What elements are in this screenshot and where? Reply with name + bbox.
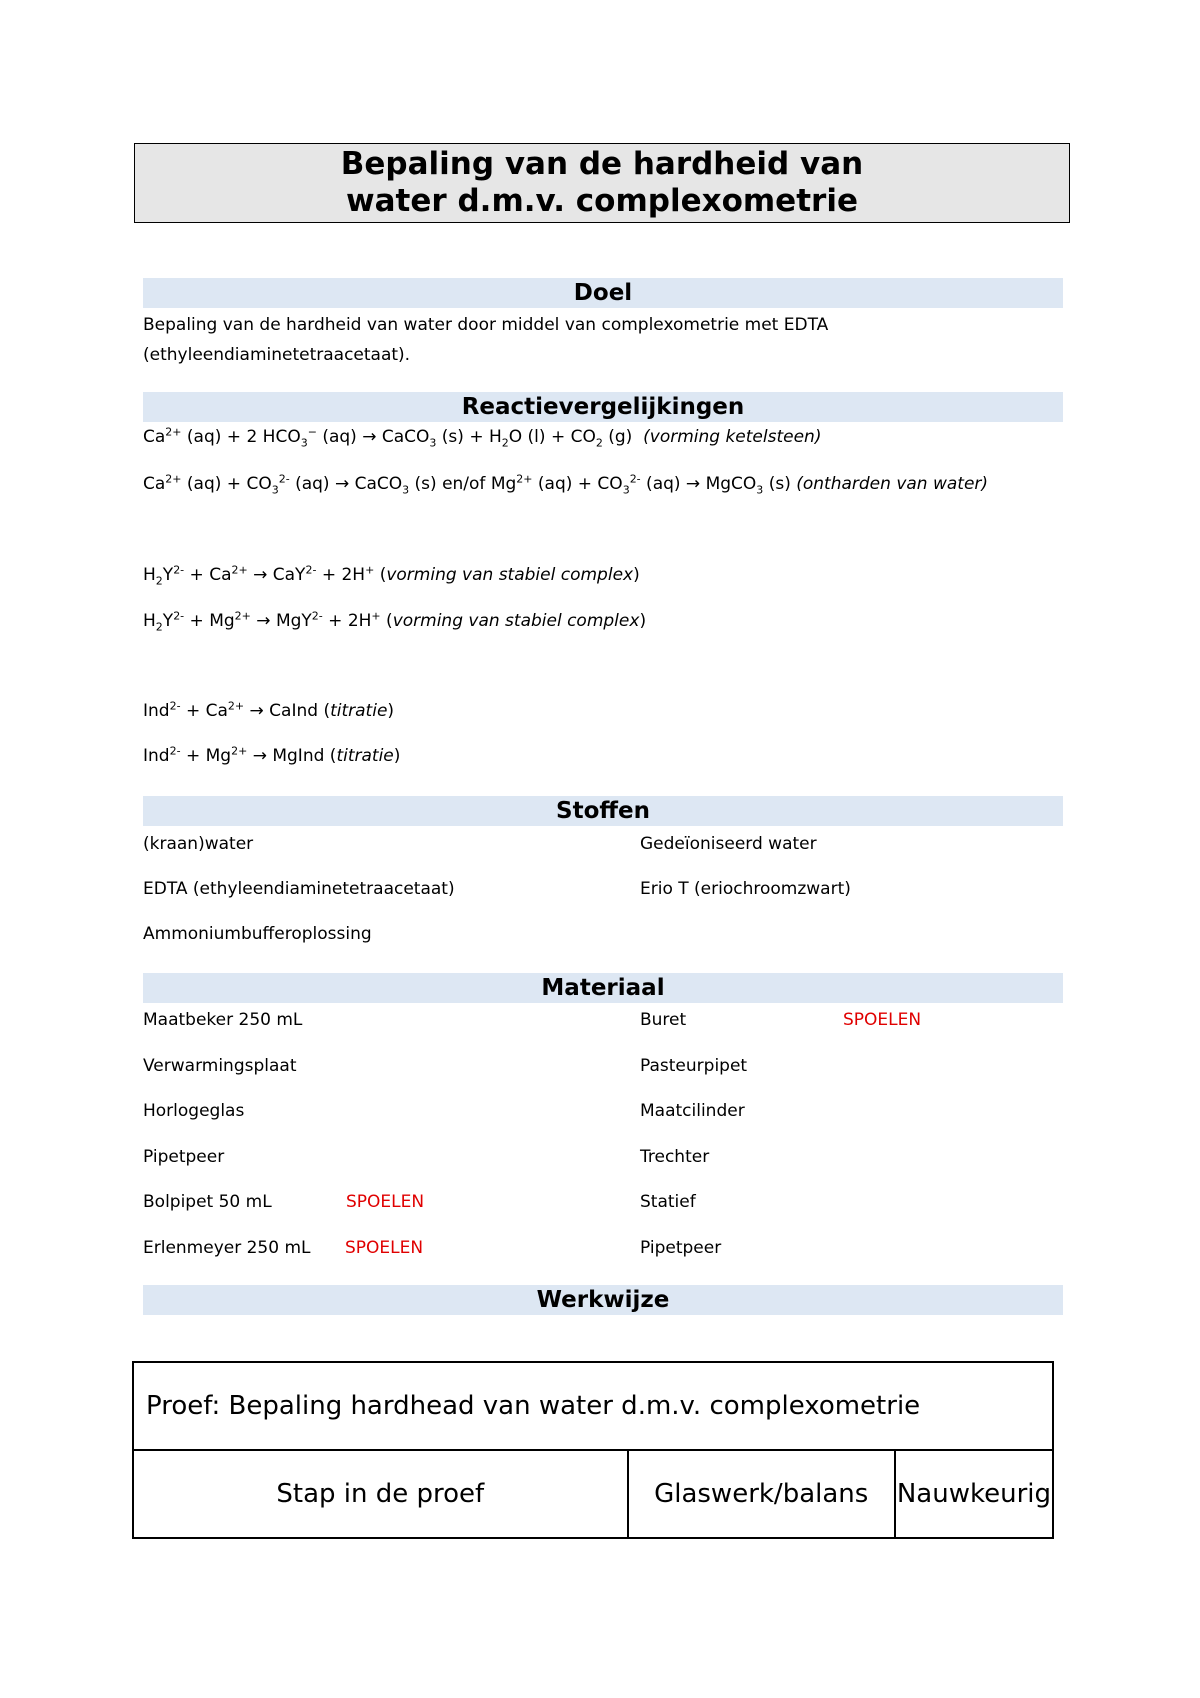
- column-header-glaswerk: Glaswerk/balans: [628, 1450, 895, 1538]
- stof-item: (kraan)water: [143, 834, 254, 854]
- column-header-stap: Stap in de proef: [133, 1450, 628, 1538]
- section-header-materiaal: [143, 973, 1063, 1003]
- reaction-6: $Ind^{2-} + Mg^{2+}$ → MgInd (titratie): [143, 744, 401, 766]
- section-title: Materiaal: [541, 975, 665, 1001]
- materiaal-item: Buret: [640, 1010, 687, 1030]
- reaction-note: titratie: [336, 746, 394, 766]
- reaction-1: $Ca^{2+}$ (aq) + 2 $HCO_3^-$ (aq) → CaCO$_3$ $(s) + H_2O$ $(l) + CO_2$ (g) (vorming ketelsteen): [143, 425, 822, 450]
- reaction-3: $H_2Y^{2-} + Ca^{2+} \to CaY^{2-} + 2H^+$ (vorming van stabiel complex): [143, 563, 640, 588]
- materiaal-item: Trechter: [640, 1147, 710, 1167]
- section-title: Reactievergelijkingen: [461, 394, 745, 420]
- materiaal-item: Erlenmeyer 250 mL: [143, 1238, 311, 1258]
- section-title: Stoffen: [556, 798, 650, 824]
- spoelen-flag: SPOELEN: [843, 1010, 922, 1030]
- reaction-note: (vorming ketelsteen): [643, 427, 822, 447]
- section-header-stoffen: [143, 796, 1063, 826]
- reaction-note: vorming van stabiel complex: [386, 565, 634, 585]
- document-title-box: [134, 143, 1070, 223]
- section-title: Werkwijze: [536, 1287, 670, 1313]
- section-header-reacties: [143, 392, 1063, 422]
- reaction-note: titratie: [330, 701, 388, 721]
- werkwijze-table: [132, 1361, 1054, 1539]
- stof-item: Gedeïoniseerd water: [640, 834, 817, 854]
- stof-item: Erio T (eriochroomzwart): [640, 879, 851, 899]
- document-title: Bepaling van de hardheid van water d.m.v. complexometrie: [340, 146, 864, 219]
- doel-text: Bepaling van de hardheid van water door middel van complexometrie met EDTA (ethyleendiaminetetraacetaat).: [143, 315, 829, 365]
- section-header-werkwijze: [143, 1285, 1063, 1315]
- reaction-5: $Ind^{2-} + Ca^{2+}$ → CaInd (titratie): [143, 699, 395, 721]
- reaction-4: $H_2Y^{2-} + Mg^{2+} \to MgY^{2-} + 2H^+$ (vorming van stabiel complex): [143, 609, 647, 634]
- reaction-note: vorming van stabiel complex: [392, 611, 640, 631]
- stof-item: Ammoniumbufferoplossing: [143, 924, 372, 944]
- section-title: Doel: [573, 280, 633, 306]
- reaction-2: $Ca^{2+}$ $(aq) + CO_3^{2-}$ (aq) → CaCO$_3$ (s) en/of $Mg^{2+}$ $(aq) + CO_3^{2-}$ (aq) → MgCO$_3$ (s) (ontharden van water): [143, 472, 989, 497]
- stof-item: EDTA (ethyleendiaminetetraacetaat): [143, 879, 455, 899]
- spoelen-flag: SPOELEN: [346, 1192, 425, 1212]
- materiaal-item: Statief: [640, 1192, 696, 1212]
- materiaal-item: Horlogeglas: [143, 1101, 245, 1121]
- materiaal-item: Pasteurpipet: [640, 1056, 748, 1076]
- materiaal-item: Maatcilinder: [640, 1101, 745, 1121]
- materiaal-item: Maatbeker 250 mL: [143, 1010, 303, 1030]
- materiaal-item: Pipetpeer: [143, 1147, 225, 1167]
- materiaal-item: Bolpipet 50 mL: [143, 1192, 272, 1212]
- materiaal-item: Pipetpeer: [640, 1238, 722, 1258]
- reaction-note: (ontharden van water): [796, 474, 989, 494]
- table-title: Proef: Bepaling hardhead van water d.m.v. complexometrie: [133, 1362, 1053, 1450]
- column-header-nauwkeurig: Nauwkeurig: [895, 1450, 1053, 1538]
- section-header-doel: [143, 278, 1063, 308]
- spoelen-flag: SPOELEN: [345, 1238, 424, 1258]
- materiaal-item: Verwarmingsplaat: [143, 1056, 297, 1076]
